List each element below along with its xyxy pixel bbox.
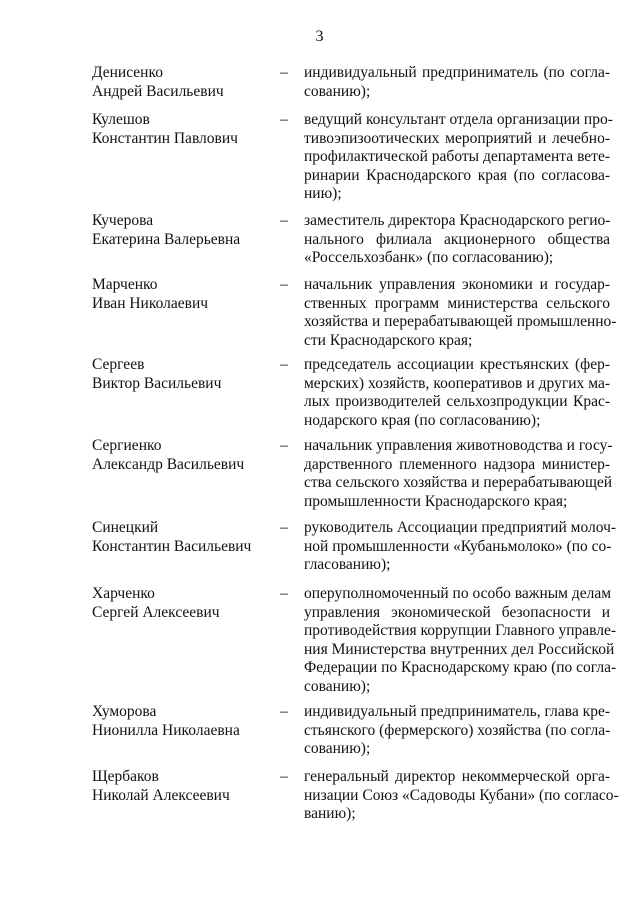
position-line: начальник управления экономики и государ- (304, 276, 610, 293)
position-line: нального филиала акционерного общества (304, 230, 610, 248)
member-surname: Харченко (92, 585, 155, 602)
member-name (92, 585, 277, 622)
position-line: «Россельхозбанк» (по согласованию); (304, 249, 554, 266)
position-line: мерских) хозяйств, кооперативов и других ма- (304, 374, 610, 392)
member-name (92, 212, 277, 249)
position-line: дарственного племенного надзора министер- (304, 455, 610, 473)
member-name (92, 276, 277, 313)
member-name (92, 768, 277, 805)
position-line: оперуполномоченный по особо важным делам (304, 585, 612, 602)
dash-separator: – (280, 212, 288, 229)
position-line: хозяйства и перерабатывающей промышленно- (304, 313, 617, 330)
member-given-names: Виктор Васильевич (92, 374, 222, 392)
member-position (304, 768, 619, 824)
position-line: руководитель Ассоциации предприятий молоч- (304, 519, 617, 536)
member-given-names: Сергей Алексеевич (92, 603, 220, 621)
member-position (304, 703, 610, 759)
position-line: ния Министерства внутренних дел Российской (304, 640, 615, 658)
dash-separator: – (280, 437, 288, 454)
member-surname: Сергеев (92, 356, 145, 373)
position-line: нию); (304, 185, 342, 202)
member-given-names: Иван Николаевич (92, 294, 209, 312)
member-name (92, 111, 277, 148)
dash-separator: – (280, 111, 288, 128)
member-name (92, 519, 277, 556)
position-line: генеральный директор некоммерческой орга- (304, 768, 610, 785)
position-line: сти Краснодарского края; (304, 331, 473, 349)
member-surname: Синецкий (92, 519, 159, 536)
member-name (92, 437, 277, 474)
dash-separator: – (280, 64, 288, 81)
position-line: управления экономической безопасности и (304, 603, 610, 621)
member-surname: Сергиенко (92, 437, 162, 454)
position-line: ринарии Краснодарского края (по согласова- (304, 166, 610, 184)
position-line: ванию); (304, 805, 356, 822)
position-line: ства сельского хозяйства и перерабатывающей (304, 474, 613, 491)
member-position (304, 437, 613, 511)
position-line: председатель ассоциации крестьянских (фер- (304, 356, 610, 373)
position-line: ственных программ министерства сельского (304, 294, 610, 312)
position-line: Федерации по Краснодарскому краю (по согла- (304, 659, 617, 676)
member-position (304, 64, 610, 101)
dash-separator: – (280, 356, 288, 373)
member-surname: Кулешов (92, 111, 150, 128)
position-line: сованию); (304, 740, 371, 757)
position-line: сованию); (304, 82, 371, 100)
position-line: начальник управления животноводства и госу- (304, 437, 613, 454)
member-surname: Марченко (92, 276, 158, 293)
position-line: лых производителей сельхозпродукции Крас- (304, 393, 610, 410)
dash-separator: – (280, 276, 288, 293)
member-name (92, 356, 277, 393)
position-line: профилактической работы департамента вете- (304, 148, 610, 165)
position-line: ведущий консультант отдела организации про- (304, 111, 613, 128)
member-position (304, 212, 610, 268)
member-surname: Щербаков (92, 768, 159, 785)
member-name (92, 64, 277, 101)
dash-separator: – (280, 703, 288, 720)
member-position (304, 585, 617, 696)
dash-separator: – (280, 768, 288, 785)
member-surname: Хуморова (92, 703, 157, 720)
member-given-names: Александр Васильевич (92, 455, 245, 473)
position-line: нодарского края (по согласованию); (304, 411, 541, 429)
position-line: индивидуальный предприниматель, глава кре- (304, 703, 610, 720)
position-line: промышленности Краснодарского края; (304, 492, 568, 510)
member-given-names: Константин Васильевич (92, 537, 252, 555)
position-line: заместитель директора Краснодарского регио- (304, 212, 611, 229)
member-given-names: Николай Алексеевич (92, 786, 230, 804)
position-line: индивидуальный предприниматель (по согла- (304, 64, 610, 81)
position-line: ной промышленности «Кубаньмолоко» (по со- (304, 537, 612, 555)
member-given-names: Константин Павлович (92, 129, 238, 147)
page-number: 3 (315, 28, 324, 45)
position-line: сованию); (304, 677, 371, 695)
member-position (304, 111, 613, 204)
member-surname: Денисенко (92, 64, 163, 81)
position-line: гласованию); (304, 556, 391, 573)
member-surname: Кучерова (92, 212, 154, 229)
member-name (92, 703, 277, 740)
position-line: стьянского (фермерского) хозяйства (по согла- (304, 721, 611, 739)
member-given-names: Нионилла Николаевна (92, 721, 240, 739)
dash-separator: – (280, 585, 288, 602)
member-given-names: Екатерина Валерьевна (92, 230, 241, 248)
position-line: противодействия коррупции Главного управле- (304, 622, 617, 639)
position-line: низации Союз «Садоводы Кубани» (по согласо- (304, 786, 619, 804)
member-position (304, 519, 617, 575)
member-position (304, 276, 617, 350)
dash-separator: – (280, 519, 288, 536)
member-position (304, 356, 610, 430)
position-line: тивоэпизоотических мероприятий и лечебно- (304, 129, 610, 147)
member-given-names: Андрей Васильевич (92, 82, 224, 100)
